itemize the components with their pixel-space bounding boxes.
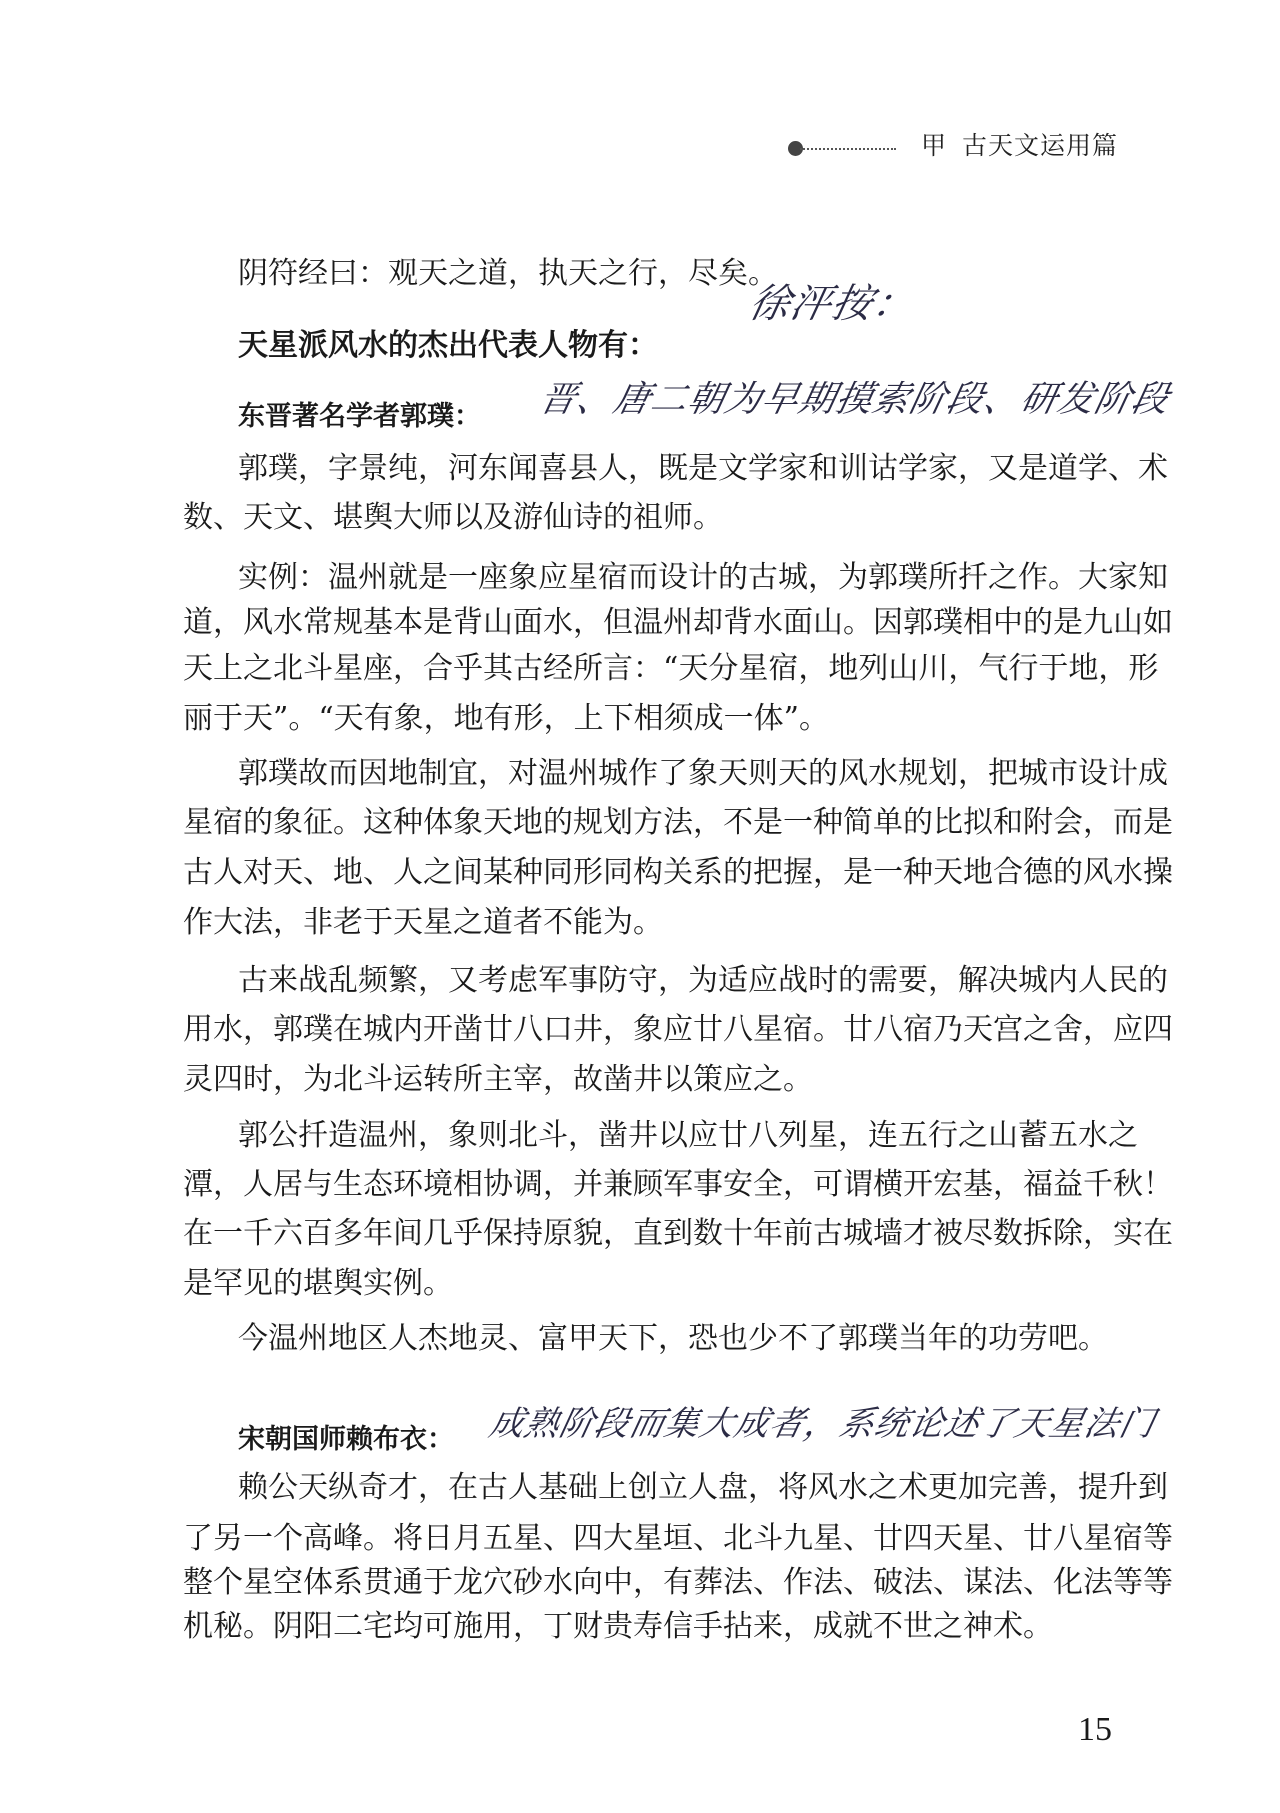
text-line: 数、天文、堪舆大师以及游仙诗的祖师。 <box>183 500 723 535</box>
handwritten-note-laibuyi: 成熟阶段而集大成者，系统论述了天星法门 <box>485 1404 1160 1444</box>
text-line: 了另一个高峰。将日月五星、四大星垣、北斗九星、廿四天星、廿八星宿等 <box>183 1521 1173 1556</box>
handwritten-note-guopu: 晋、唐二朝为早期摸索阶段、研发阶段 <box>535 379 1174 420</box>
laibuyi-title: 宋朝国师赖布衣： <box>238 1424 454 1455</box>
text-line: 古来战乱频繁，又考虑军事防守，为适应战时的需要，解决城内人民的 <box>238 963 1168 998</box>
text-line: 作大法，非老于天星之道者不能为。 <box>183 905 663 940</box>
text-line: 郭公扦造温州，象则北斗，凿井以应廿八列星，连五行之山蓄五水之 <box>238 1118 1138 1153</box>
handwritten-note-heading: 徐泙按： <box>745 281 919 327</box>
text-line: 赖公天纵奇才，在古人基础上创立人盘，将风水之术更加完善，提升到 <box>238 1470 1168 1505</box>
text-line: 灵四时，为北斗运转所主宰，故凿井以策应之。 <box>183 1062 813 1097</box>
header-rule <box>800 148 896 150</box>
page-number: 15 <box>1078 1711 1112 1748</box>
header-section: 古天文运用篇 <box>962 131 1119 160</box>
text-line: 郭璞，字景纯，河东闻喜县人，既是文学家和训诂学家，又是道学、术 <box>238 451 1168 486</box>
guopu-title: 东晋著名学者郭璞： <box>238 401 481 432</box>
text-line: 丽于天”。“天有象，地有形，上下相须成一体”。 <box>183 701 830 736</box>
text-line: 郭璞故而因地制宜，对温州城作了象天则天的风水规划，把城市设计成 <box>238 756 1168 791</box>
quote-line: 阴符经曰：观天之道，执天之行，尽矣。 <box>238 256 778 291</box>
text-line: 道，风水常规基本是背山面水，但温州却背水面山。因郭璞相中的是九山如 <box>183 605 1173 640</box>
text-line: 机秘。阴阳二宅均可施用，丁财贵寿信手拈来，成就不世之神术。 <box>183 1609 1053 1644</box>
text-line: 是罕见的堪舆实例。 <box>183 1266 453 1301</box>
text-line: 古人对天、地、人之间某种同形同构关系的把握，是一种天地合德的风水操 <box>183 855 1173 890</box>
text-line: 用水，郭璞在城内开凿廿八口井，象应廿八星宿。廿八宿乃天宫之舍，应四 <box>183 1012 1173 1047</box>
section-heading: 天星派风水的杰出代表人物有： <box>238 328 658 363</box>
header-part: 甲 <box>921 131 947 160</box>
text-line: 星宿的象征。这种体象天地的规划方法，不是一种简单的比拟和附会，而是 <box>183 805 1173 840</box>
text-line: 实例：温州就是一座象应星宿而设计的古城，为郭璞所扦之作。大家知 <box>238 560 1168 595</box>
text-line: 天上之北斗星座，合乎其古经所言：“天分星宿，地列山川，气行于地，形 <box>183 651 1159 686</box>
text-line: 潭，人居与生态环境相协调，并兼顾军事安全，可谓横开宏基，福益千秋！ <box>183 1167 1173 1202</box>
text-line: 今温州地区人杰地灵、富甲天下，恐也少不了郭璞当年的功劳吧。 <box>238 1321 1108 1356</box>
text-line: 在一千六百多年间几乎保持原貌，直到数十年前古城墙才被尽数拆除，实在 <box>183 1216 1173 1251</box>
text-line: 整个星空体系贯通于龙穴砂水向中，有葬法、作法、破法、谋法、化法等等 <box>183 1565 1173 1600</box>
